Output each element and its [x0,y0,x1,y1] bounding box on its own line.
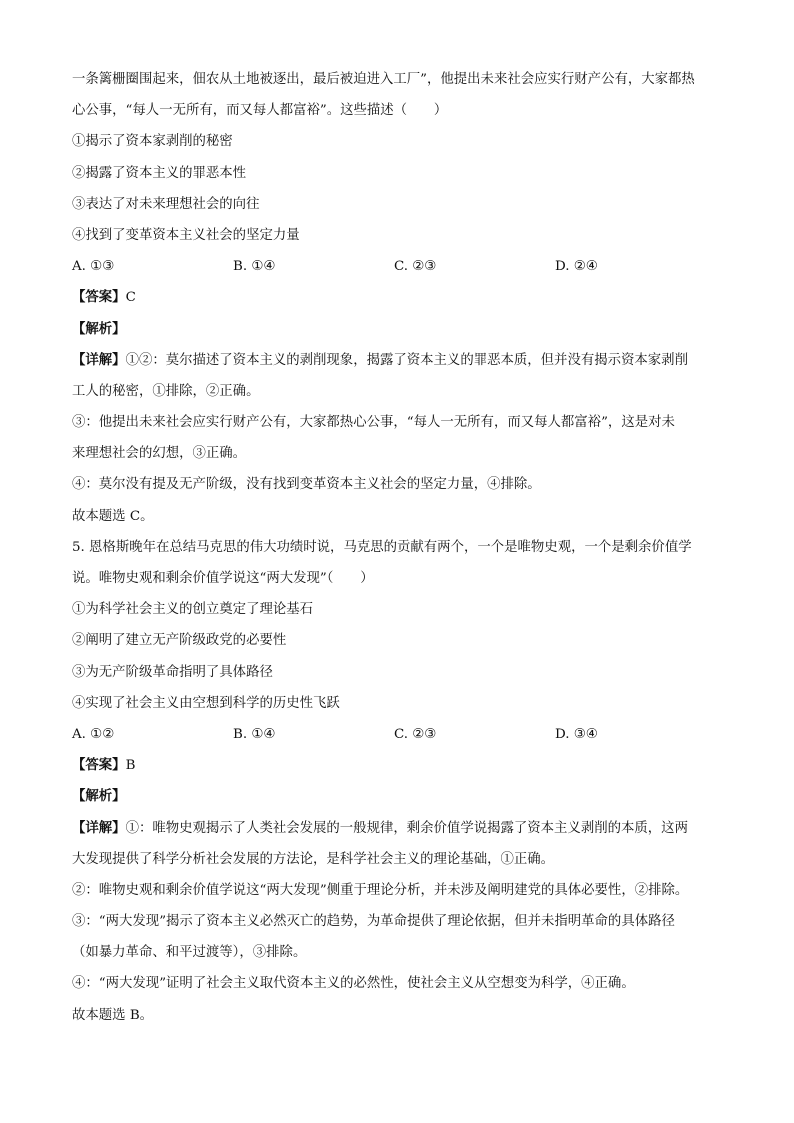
answer-value: C [125,290,136,306]
q5-statement-4: ④实现了社会主义由空想到科学的历史性飞跃 [72,695,340,711]
q4-detail-line-2: 工人的秘密，①排除，②正确。 [72,383,260,399]
q4-analysis-label: 【解析】 [72,320,126,337]
answer-label: 【答案】 [72,289,126,306]
q5-statement-2: ②阐明了建立无产阶级政党的必要性 [72,633,287,649]
q4-conclusion: 故本题选 C。 [72,508,154,524]
q4-detail-line-4: 来理想社会的幻想，③正确。 [72,446,247,462]
document-page [72,64,728,1031]
q5-detail-line-1 [72,813,728,844]
q4-statement-3: ③表达了对未来理想社会的向往 [72,196,260,212]
q5-detail-line-4: ③：“两大发现”揭示了资本主义必然灭亡的趋势，为革命提供了理论依据，但并未指明革命的具体路径 [72,914,675,930]
q5-answer [72,750,728,781]
q4-detail-line-5: ④：莫尔没有提及无产阶级，没有找到变革资本主义社会的坚定力量，④排除。 [72,477,541,493]
q4-answer [72,282,728,313]
q4-stem-line-1: 一条篱栅圈围起来，佃农从土地被逐出，最后被迫进入工厂”，他提出未来社会应实行财产公有，大家都热 [72,72,695,87]
q4-option-b: B. ①④ [233,259,276,275]
q5-option-c: C. ②③ [394,726,437,742]
q5-detail-line-3: ②：唯物史观和剩余价值学说这“两大发现”侧重于理论分析，并未涉及阐明建党的具体必要性，②排除。 [72,882,689,898]
q5-option-a: A. ①② [72,726,115,742]
q4-statement-1: ①揭示了资本家剥削的秘密 [72,134,233,150]
q5-statement-1: ①为科学社会主义的创立奠定了理论基石 [72,602,314,618]
q4-detail-line-3: ③：他提出未来社会应实行财产公有，大家都热心公事，“每人一无所有，而又每人都富裕”，这是对未 [72,415,675,431]
detail-text: ①②：莫尔描述了资本主义的剥削现象，揭露了资本主义的罪恶本质，但并没有揭示资本家剥削 [125,352,688,368]
detail-label: 【详解】 [72,351,126,368]
q4-statement-4: ④找到了变革资本主义社会的坚定力量 [72,227,300,243]
q4-statement-2: ②揭露了资本主义的罪恶本性 [72,165,247,181]
q5-stem-line-1: 5. 恩格斯晚年在总结马克思的伟大功绩时说，马克思的贡献有两个，一个是唯物史观，一个是剩余价值学 [72,539,692,555]
q5-conclusion: 故本题选 B。 [72,1007,154,1023]
answer-label: 【答案】 [72,757,126,774]
q4-option-c: C. ②③ [394,259,437,275]
q5-detail-line-6: ④：“两大发现”证明了社会主义取代资本主义的必然性，使社会主义从空想变为科学，④正确。 [72,976,635,992]
q5-detail-line-5: （如暴力革命、和平过渡等），③排除。 [72,945,307,961]
detail-text: ①：唯物史观揭示了人类社会发展的一般规律，剩余价值学说揭露了资本主义剥削的本质，这两 [125,820,688,836]
q4-options [72,251,728,282]
q4-stem-line-2: 心公事，“每人一无所有，而又每人都富裕”。这些描述（ ） [72,103,448,119]
q4-option-d: D. ②④ [555,259,598,275]
detail-label: 【详解】 [72,819,126,836]
q5-statement-3: ③为无产阶级革命指明了具体路径 [72,664,273,680]
q5-stem-line-2: 说。唯物史观和剩余价值学说这“两大发现”（ ） [72,571,374,586]
q5-detail-line-2: 大发现提供了科学分析社会发展的方法论，是科学社会主义的理论基础，①正确。 [72,851,555,867]
q5-analysis-label: 【解析】 [72,788,126,805]
answer-value: B [125,758,136,774]
q4-option-a: A. ①③ [72,259,115,275]
q5-option-b: B. ①④ [233,726,276,742]
q5-option-d: D. ③④ [555,726,598,742]
q5-options [72,719,728,750]
q4-detail-line-1 [72,345,728,376]
